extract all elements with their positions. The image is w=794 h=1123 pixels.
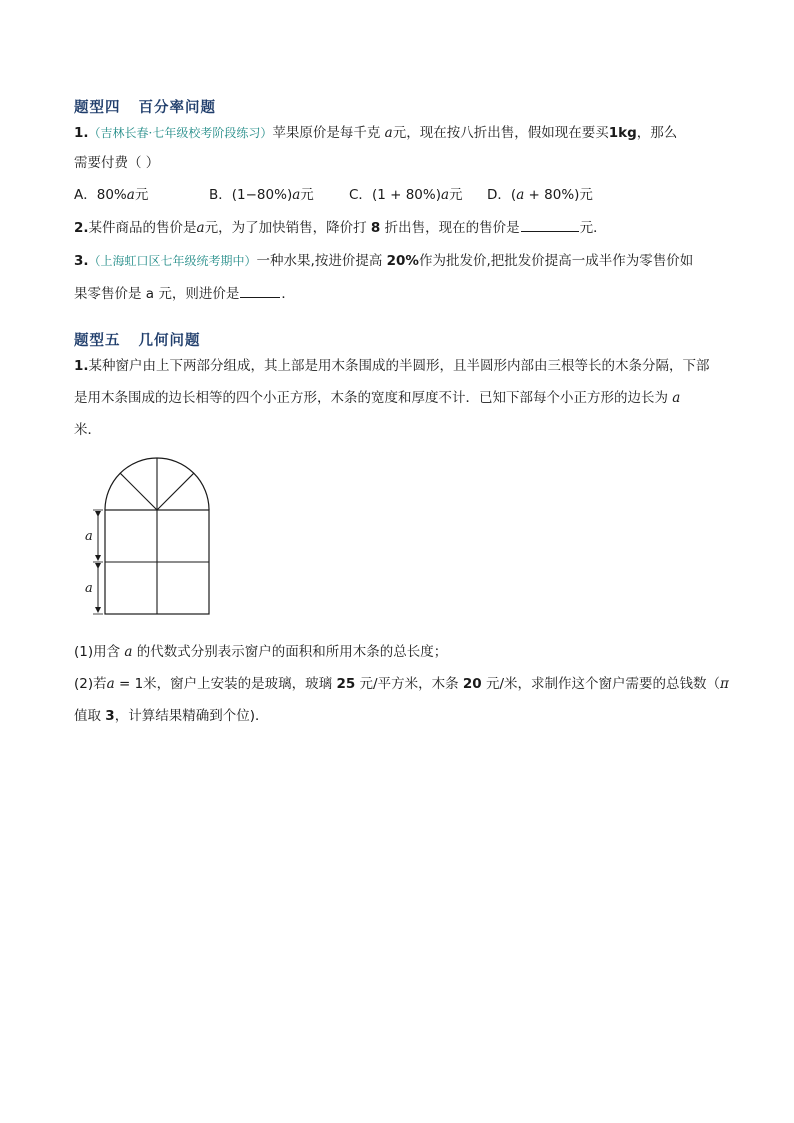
q4-2-line1 <box>74 217 607 238</box>
option-c[interactable] <box>349 185 463 205</box>
section5-heading-label: 题型五 <box>74 332 121 349</box>
question-text: 折出售，现在的售价是 <box>380 220 520 236</box>
section5-heading <box>74 329 201 350</box>
question-number: 3. <box>74 253 89 269</box>
number-text: 3 <box>105 708 115 724</box>
option-text: (1 + 80%) <box>371 187 441 203</box>
variable-a: a <box>384 125 393 141</box>
question-text: 果零售价是 a 元，则进价是 <box>74 286 240 302</box>
option-text: 元 <box>449 187 463 203</box>
q4-1-options <box>74 185 714 205</box>
number-text: 8 <box>370 220 381 236</box>
option-text: (1−80%) <box>231 187 293 203</box>
question-number: 1. <box>74 125 89 141</box>
option-a[interactable] <box>74 185 148 205</box>
q5-1-line1 <box>74 356 710 376</box>
section4-heading-title: 百分率问题 <box>138 99 216 116</box>
q5-1-sub2-line1 <box>74 674 729 694</box>
option-label: B． <box>209 187 232 203</box>
variable-a: a <box>124 644 133 660</box>
q5-1-sub1 <box>74 642 447 662</box>
question-text: 元，现在按八折出售，假如现在要买 <box>392 125 609 141</box>
question-text: 是用木条围成的边长相等的四个小正方形，木条的宽度和厚度不计．已知下部每个小正方形的边长为 <box>74 390 673 406</box>
option-text: + 80%)元 <box>524 187 593 203</box>
option-b[interactable] <box>209 185 314 205</box>
q5-1-line3: 米． <box>74 422 101 438</box>
q4-1-line2: 需要付费（ ） <box>74 155 160 171</box>
question-text: ，计算结果精确到个位)． <box>114 708 269 724</box>
q4-1-line1 <box>74 123 677 143</box>
section4-heading <box>74 96 216 117</box>
question-text: 元，为了加快销售，降价打 <box>204 220 371 236</box>
number-text: 20 <box>462 676 482 692</box>
question-text: 某种窗户由上下两部分组成，其上部是用木条围成的半圆形，且半圆形内部由三根等长的木条分隔，下部 <box>88 358 710 374</box>
number-text: 20% <box>386 253 419 269</box>
variable-a: a <box>196 220 205 236</box>
question-text: 元． <box>579 220 607 236</box>
question-text: (1)用含 <box>74 644 125 660</box>
question-text: ，那么 <box>636 125 678 141</box>
variable-a: a <box>126 187 135 203</box>
question-number: 1. <box>74 358 89 374</box>
window-diagram <box>76 452 216 618</box>
unit-text: 1kg <box>608 125 637 141</box>
q5-1-line2 <box>74 388 680 408</box>
option-text: 元 <box>134 187 149 203</box>
question-text: 的代数式分别表示窗户的面积和所用木条的总长度； <box>132 644 448 660</box>
question-number: 2. <box>74 220 89 236</box>
q4-3-line1 <box>74 251 693 271</box>
pi-symbol: π <box>720 676 729 692</box>
dimension-label-a: a <box>85 581 93 596</box>
window-figure <box>76 452 216 622</box>
question-text: 某件商品的售价是 <box>88 220 197 236</box>
question-text: = 1米，窗户上安装的是玻璃，玻璃 <box>114 676 337 692</box>
variable-a: a <box>672 390 681 406</box>
variable-a: a <box>106 676 115 692</box>
section4-heading-label: 题型四 <box>74 99 121 116</box>
q4-3-line2 <box>74 283 295 304</box>
answer-blank[interactable] <box>521 217 579 232</box>
question-source: （上海虹口区七年级统考期中） <box>88 254 257 268</box>
number-text: 25 <box>336 676 356 692</box>
question-text: 苹果原价是每千克 <box>272 125 385 141</box>
question-text: 值取 <box>74 708 106 724</box>
q5-1-sub2-line2 <box>74 706 268 726</box>
radial-bar-left <box>120 473 157 510</box>
option-label: C． <box>349 187 372 203</box>
question-text: 一种水果,按进价提高 <box>256 253 387 269</box>
section5-heading-title: 几何问题 <box>138 332 201 349</box>
question-text: 元/米，求制作这个窗户需要的总钱数（ <box>481 676 721 692</box>
radial-bar-right <box>157 473 194 510</box>
question-source: （吉林长春·七年级校考阶段练习） <box>88 126 273 140</box>
question-text: (2)若 <box>74 676 107 692</box>
answer-blank[interactable] <box>240 283 280 298</box>
question-text: 作为批发价,把批发价提高一成半作为零售价如 <box>418 253 694 269</box>
option-label: A． <box>74 187 97 203</box>
option-text: 元 <box>300 187 314 203</box>
variable-a: a <box>292 187 301 203</box>
variable-a: a <box>516 187 525 203</box>
dimension-label-a: a <box>85 529 93 544</box>
option-d[interactable] <box>487 185 593 205</box>
question-text: ． <box>281 286 295 302</box>
question-text: 元/平方米，木条 <box>355 676 463 692</box>
option-label: D． <box>487 187 511 203</box>
variable-a: a <box>440 187 450 203</box>
option-text: 80% <box>96 187 127 203</box>
option-text: ( <box>510 187 517 203</box>
